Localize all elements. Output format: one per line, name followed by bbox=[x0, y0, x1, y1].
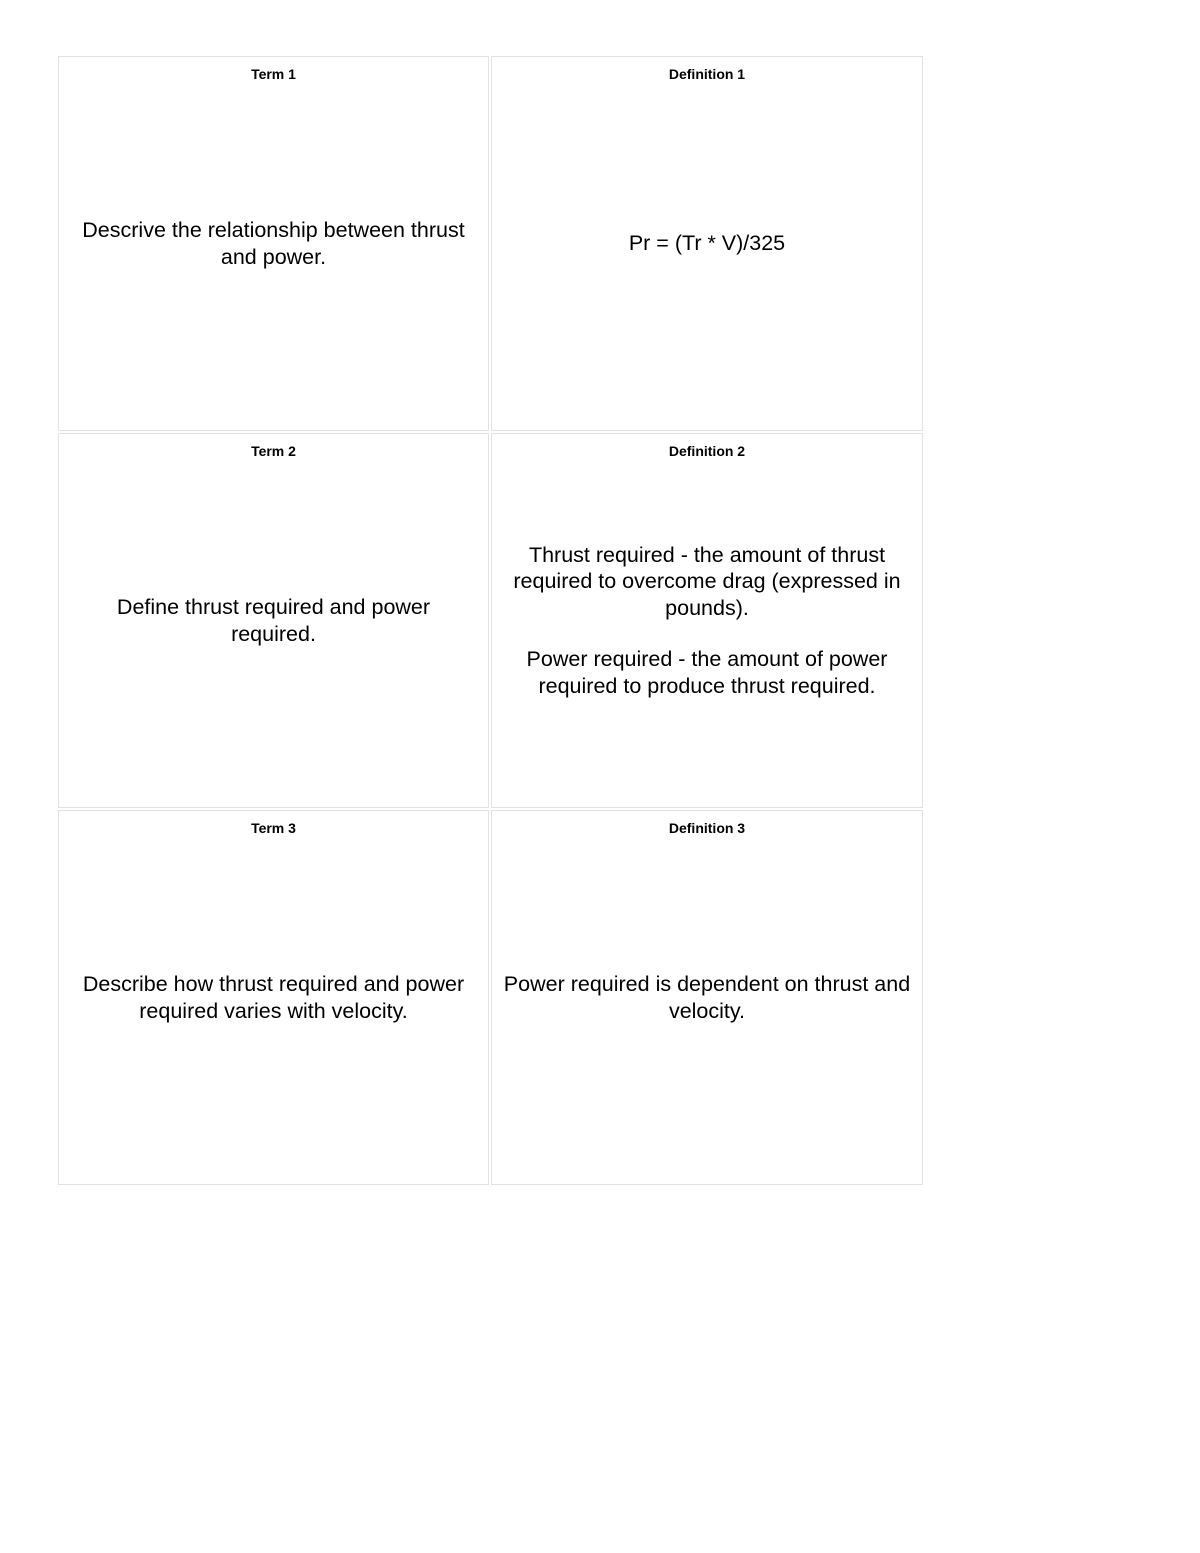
definition-label: Definition 2 bbox=[668, 443, 746, 459]
term-text: Define thrust required and power required. bbox=[116, 595, 431, 646]
definition-card-1 bbox=[491, 56, 923, 431]
term-label: Term 1 bbox=[251, 66, 296, 82]
definition-label: Definition 3 bbox=[668, 820, 746, 836]
definition-paragraph: Power required - the amount of power required to produce thrust required. bbox=[526, 647, 888, 698]
definition-paragraph: Thrust required - the amount of thrust required to overcome drag (expressed in pounds). bbox=[513, 542, 901, 620]
definition-card-2 bbox=[491, 433, 923, 808]
term-label: Term 3 bbox=[251, 820, 296, 836]
term-text: Descrive the relationship between thrust and power. bbox=[82, 218, 465, 269]
term-label: Term 2 bbox=[251, 443, 296, 459]
definition-card-3 bbox=[491, 810, 923, 1185]
definition-body bbox=[492, 57, 922, 430]
term-card-1 bbox=[58, 56, 489, 431]
definition-body bbox=[492, 434, 922, 807]
term-text: Describe how thrust required and power required varies with velocity. bbox=[82, 972, 465, 1023]
flashcard-sheet bbox=[58, 56, 924, 1185]
definition-paragraph: Pr = (Tr * V)/325 bbox=[628, 231, 786, 256]
definition-label: Definition 1 bbox=[668, 66, 746, 82]
term-card-3 bbox=[58, 810, 489, 1185]
term-body bbox=[59, 57, 488, 430]
definition-paragraph: Power required is dependent on thrust and velocity. bbox=[503, 972, 911, 1023]
term-body bbox=[59, 434, 488, 807]
term-body bbox=[59, 811, 488, 1184]
term-card-2 bbox=[58, 433, 489, 808]
definition-body bbox=[492, 811, 922, 1184]
